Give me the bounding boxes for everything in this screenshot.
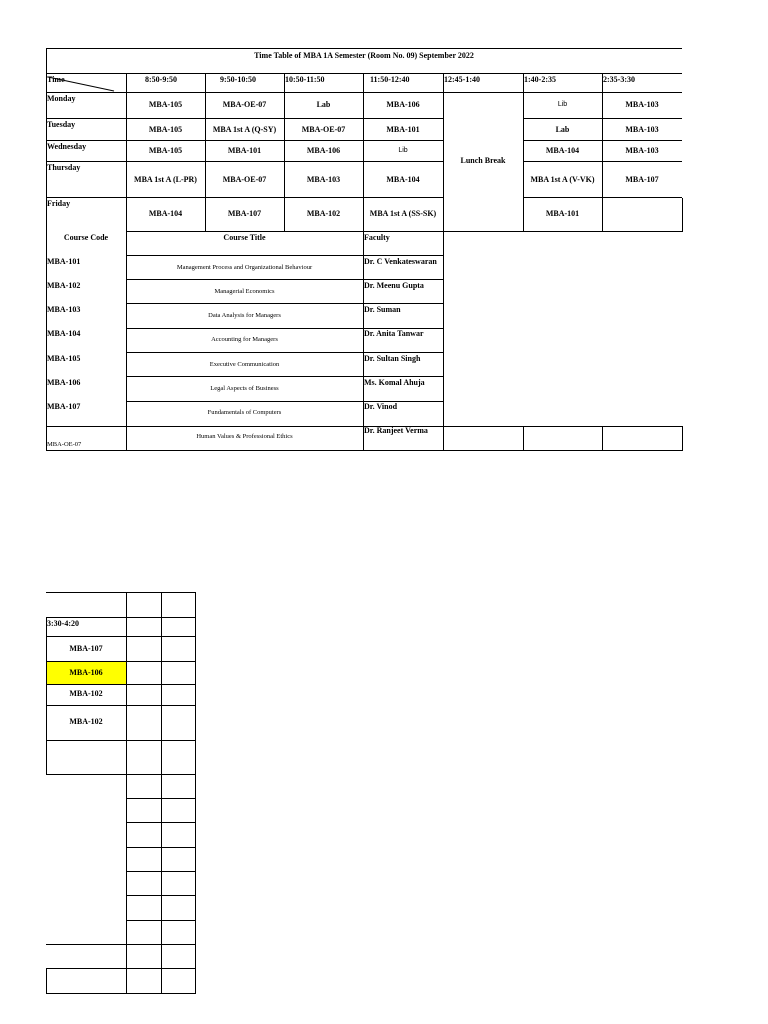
faculty-name: Dr. C Venkateswaran (364, 257, 437, 266)
class-cell: MBA-102 (69, 689, 103, 698)
slot-7: 2:35-3:30 (603, 75, 635, 84)
course-title: Accounting for Managers (211, 336, 278, 343)
class-cell: Lib (557, 101, 568, 108)
day-label: Tuesday (47, 120, 76, 129)
class-cell: MBA-105 (148, 125, 183, 134)
course-title: Fundamentals of Computers (207, 409, 282, 416)
class-cell: MBA-103 (306, 175, 341, 184)
course-code: MBA-104 (47, 329, 81, 338)
slot-1: 8:50-9:50 (145, 75, 177, 84)
slot-6: 1:40-2:35 (524, 75, 556, 84)
faculty-name: Dr. Meenu Gupta (364, 281, 424, 290)
class-cell: Lab (555, 125, 570, 134)
course-code: MBA-107 (47, 402, 81, 411)
class-cell: MBA-102 (69, 717, 103, 726)
class-cell: MBA-104 (545, 146, 580, 155)
day-label: Monday (47, 94, 76, 103)
day-label: Thursday (47, 163, 81, 172)
course-title: Managerial Economics (214, 288, 275, 295)
faculty-header: Faculty (364, 233, 390, 242)
faculty-name: Dr. Vinod (364, 402, 398, 411)
slot-5: 12:45-1:40 (444, 75, 480, 84)
continuation-slot: 3:30-4:20 (47, 619, 79, 628)
faculty-name: Ms. Komal Ahuja (364, 378, 425, 387)
course-title-header: Course Title (223, 233, 266, 242)
class-cell: MBA-OE-07 (222, 100, 267, 109)
class-cell: MBA 1st A (Q-SY) (212, 125, 277, 134)
class-cell: MBA-101 (386, 125, 420, 134)
class-cell: MBA 1st A (SS-SK) (369, 209, 437, 218)
faculty-name: Dr. Sultan Singh (364, 354, 421, 363)
class-cell: MBA-107 (69, 644, 103, 653)
course-title: Data Analysis for Managers (208, 312, 281, 319)
class-cell: Lib (398, 147, 408, 154)
class-cell: MBA-103 (625, 146, 659, 155)
course-title: Human Values & Professional Ethics (196, 433, 293, 440)
class-cell: MBA-103 (625, 125, 659, 134)
course-code: MBA-102 (47, 281, 81, 290)
class-cell: MBA-106 (306, 146, 341, 155)
class-cell: MBA-101 (545, 209, 580, 218)
class-cell: MBA-107 (625, 175, 659, 184)
class-cell: MBA-OE-07 (222, 175, 267, 184)
class-cell: MBA-106 (69, 668, 103, 677)
course-code: MBA-OE-07 (47, 441, 82, 448)
class-cell: MBA 1st A (V-VK) (530, 175, 595, 184)
course-code-header: Course Code (63, 233, 109, 242)
class-cell: MBA-106 (386, 100, 420, 109)
course-title: Legal Aspects of Business (210, 385, 279, 392)
course-code: MBA-106 (47, 378, 81, 387)
course-title: Executive Communication (209, 361, 280, 368)
day-label: Friday (47, 199, 71, 208)
class-cell: MBA-103 (625, 100, 659, 109)
faculty-name: Dr. Suman (364, 305, 401, 314)
class-cell: Lab (316, 100, 331, 109)
slot-3: 10:50-11:50 (285, 75, 325, 84)
course-code: MBA-105 (47, 354, 81, 363)
lunch-break: Lunch Break (460, 156, 506, 165)
class-cell: MBA-101 (227, 146, 262, 155)
class-cell: MBA-105 (148, 100, 183, 109)
timetable-title: Time Table of MBA 1A Semester (Room No. 09) September 2022 (254, 51, 474, 60)
class-cell: MBA-104 (386, 175, 420, 184)
slot-4: 11:50-12:40 (370, 75, 410, 84)
class-cell: MBA-107 (227, 209, 262, 218)
faculty-name: Dr. Anita Tanwar (364, 329, 424, 338)
class-cell: MBA-102 (306, 209, 341, 218)
day-label: Wednesday (47, 142, 87, 151)
course-code: MBA-101 (47, 257, 81, 266)
class-cell: MBA-104 (148, 209, 183, 218)
course-code: MBA-103 (47, 305, 81, 314)
course-title: Management Process and Organizational Behaviour (176, 264, 313, 271)
time-label: Time (47, 75, 65, 84)
slot-2: 9:50-10:50 (220, 75, 256, 84)
class-cell: MBA-105 (148, 146, 183, 155)
class-cell: MBA-OE-07 (301, 125, 346, 134)
faculty-name: Dr. Ranjeet Verma (364, 426, 428, 435)
class-cell: MBA 1st A (L-PR) (134, 175, 197, 184)
